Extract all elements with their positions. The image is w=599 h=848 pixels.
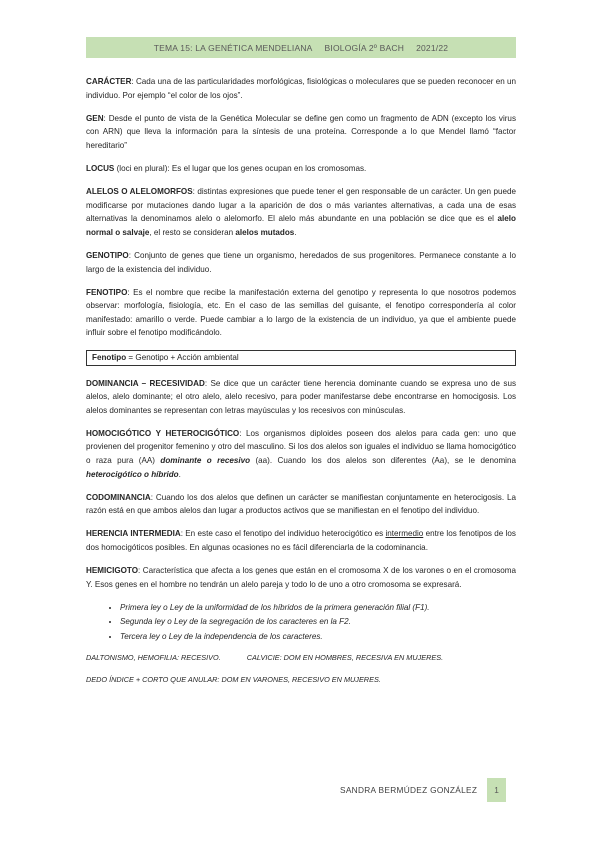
- text-genotipo: : Conjunto de genes que tiene un organismo, heredados de sus progenitores. Permanece constante a lo largo de la existencia del individuo.: [86, 250, 516, 274]
- term-homocigotico: HOMOCIGÓTICO Y HETEROCIGÓTICO: [86, 428, 240, 438]
- notes: [86, 652, 516, 686]
- term-locus: LOCUS: [86, 163, 115, 173]
- text-alelos-3: .: [294, 227, 297, 237]
- term-alelos: ALELOS O ALELOMORFOS: [86, 187, 193, 197]
- author-name: SANDRA BERMÚDEZ GONZÁLEZ: [340, 785, 478, 795]
- term-caracter: CARÁCTER: [86, 77, 132, 86]
- header-course: BIOLOGÍA 2º BACH: [324, 42, 405, 53]
- list-item: • Tercera ley o Ley de la independencia de los caracteres.: [120, 630, 516, 645]
- formula-text: = Genotipo + Acción ambiental: [126, 352, 239, 362]
- definition-genotipo: [86, 249, 516, 276]
- page-footer: [340, 778, 506, 802]
- text-hemicigoto: : Característica que afecta a los genes que están en el cromosoma X de los varones o en el cromosoma Y. Esos genes en el hombre no tendrán un alelo pareja y todo lo de uno a otro cromosoma se expresará.: [86, 566, 516, 589]
- mendel-laws-list: [86, 601, 516, 645]
- note-daltonismo: DALTONISMO, HEMOFILIA: RECESIVO.: [86, 653, 221, 663]
- formula-box: [86, 350, 516, 366]
- page-header: [86, 37, 516, 58]
- heterocigotico-hibrido: heterocigótico o híbrido: [86, 469, 179, 479]
- text-caracter: : Cada una de las particularidades morfológicas, fisiológicas o moleculares que se pueden reconocer en un individuo. Por ejemplo “el color de los ojos”.: [86, 77, 516, 100]
- term-hemicigoto: HEMICIGOTO: [86, 566, 139, 576]
- document-body: [86, 75, 516, 686]
- definition-caracter: [86, 75, 516, 102]
- definition-codominancia: [86, 491, 516, 518]
- definition-alelos: [86, 185, 516, 239]
- term-herencia-intermedia: HERENCIA INTERMEDIA: [86, 529, 181, 539]
- page-number: 1: [494, 785, 500, 795]
- term-gen: GEN: [86, 113, 104, 123]
- definition-locus: [86, 162, 516, 176]
- text-gen: : Desde el punto de vista de la Genética Molecular se define gen como un fragmento de ADN (excepto los virus con ARN) que lleva la información para la síntesis de una proteína. Corresponde a lo que Mendel llamó “factor hereditario”: [86, 113, 516, 150]
- text-alelos-1: : distintas expresiones que puede tener el gen responsable de un carácter. Un gen puede modificarse por mutaciones dando lugar a la aparición de dos o más variantes alternativas, a cada una de esas alternativas la denominamos alelo o alelomorfo. El alelo más abundante en una población se dice que es el: [86, 187, 516, 224]
- term-fenotipo: FENOTIPO: [86, 287, 128, 297]
- intermedio-underlined: intermedio: [385, 529, 424, 539]
- header-year: 2021/22: [416, 42, 449, 53]
- note-line-1: [86, 652, 516, 664]
- alelo-normal: alelo normal o salvaje: [86, 214, 516, 237]
- dominante-recesivo: dominante o recesivo: [160, 455, 251, 465]
- alelos-mutados: alelos mutados: [235, 227, 295, 237]
- text-fenotipo: : Es el nombre que recibe la manifestación externa del genotipo y representa lo que nosotros podemos observar: morfología, fisiología, etc. En el caso de las semillas del guisante, el fenotipo correspondería al color manifestado: amarillo o verde. Puede cambiar a lo largo de la existencia de un individuo, ya que el ambiente puede influir sobre el fenotipo modificándolo.: [86, 287, 516, 338]
- list-item: • Segunda ley o Ley de la segregación de los caracteres en la F2.: [120, 615, 516, 630]
- text-codominancia: : Cuando los dos alelos que definen un carácter se manifiestan conjuntamente en heterocigosis. La razón está en que ambos alelos dan lugar a productos activos que se manifiestan en el fenotipo del individuo.: [86, 492, 516, 516]
- header-title: TEMA 15: LA GENÉTICA MENDELIANA: [153, 42, 313, 53]
- text-dominancia: : Se dice que un carácter tiene herencia dominante cuando se expresa uno de sus alelos, alelo dominante; el otro alelo, alelo recesivo, para poder manifestarse debe encontrarse en homocigosis. Los alelos dominantes se representan con letras mayúsculas y los recesivos con minúsculas.: [86, 378, 516, 415]
- definition-fenotipo: [86, 286, 516, 340]
- text-locus: (loci en plural): Es el lugar que los genes ocupan en los cromosomas.: [114, 163, 367, 173]
- text-homocigotico-3: .: [178, 469, 181, 479]
- definition-homocigotico: [86, 427, 516, 481]
- definition-gen: [86, 112, 516, 153]
- term-dominancia: DOMINANCIA – RECESIVIDAD: [86, 378, 205, 388]
- formula-term: Fenotipo: [92, 352, 127, 362]
- term-genotipo: GENOTIPO: [86, 250, 129, 260]
- list-item: • Primera ley o Ley de la uniformidad de los híbridos de la primera generación filial (F1).: [120, 601, 516, 616]
- note-line-2: DEDO ÍNDICE + CORTO QUE ANULAR: DOM EN VARONES, RECESIVO EN MUJERES.: [86, 675, 381, 685]
- definition-dominancia: [86, 377, 516, 418]
- definition-hemicigoto: [86, 564, 516, 591]
- text-herencia-1: : En este caso el fenotipo del individuo heterocigótico es: [180, 529, 386, 539]
- text-alelos-2: , el resto se consideran: [149, 227, 236, 237]
- term-codominancia: CODOMINANCIA: [86, 492, 151, 502]
- note-calvicie: CALVICIE: DOM EN HOMBRES, RECESIVA EN MUJERES.: [246, 653, 444, 663]
- text-herencia-2: entre los fenotipos de los dos homocigóticos posibles. En algunas ocasiones no es fácil diferenciarla de la codominancia.: [86, 529, 516, 552]
- text-homocigotico-1: : Los organismos diploides poseen dos alelos para cada gen: uno que provienen del progenitor femenino y otro del masculino. Si los dos alelos son iguales el individuo se llama homocigótico o raza pura (AA): [86, 428, 516, 465]
- text-homocigotico-2: (aa). Cuando los dos alelos son diferentes (Aa), se le denomina: [250, 455, 516, 465]
- definition-herencia-intermedia: [86, 527, 516, 554]
- page-number-box: [487, 778, 506, 802]
